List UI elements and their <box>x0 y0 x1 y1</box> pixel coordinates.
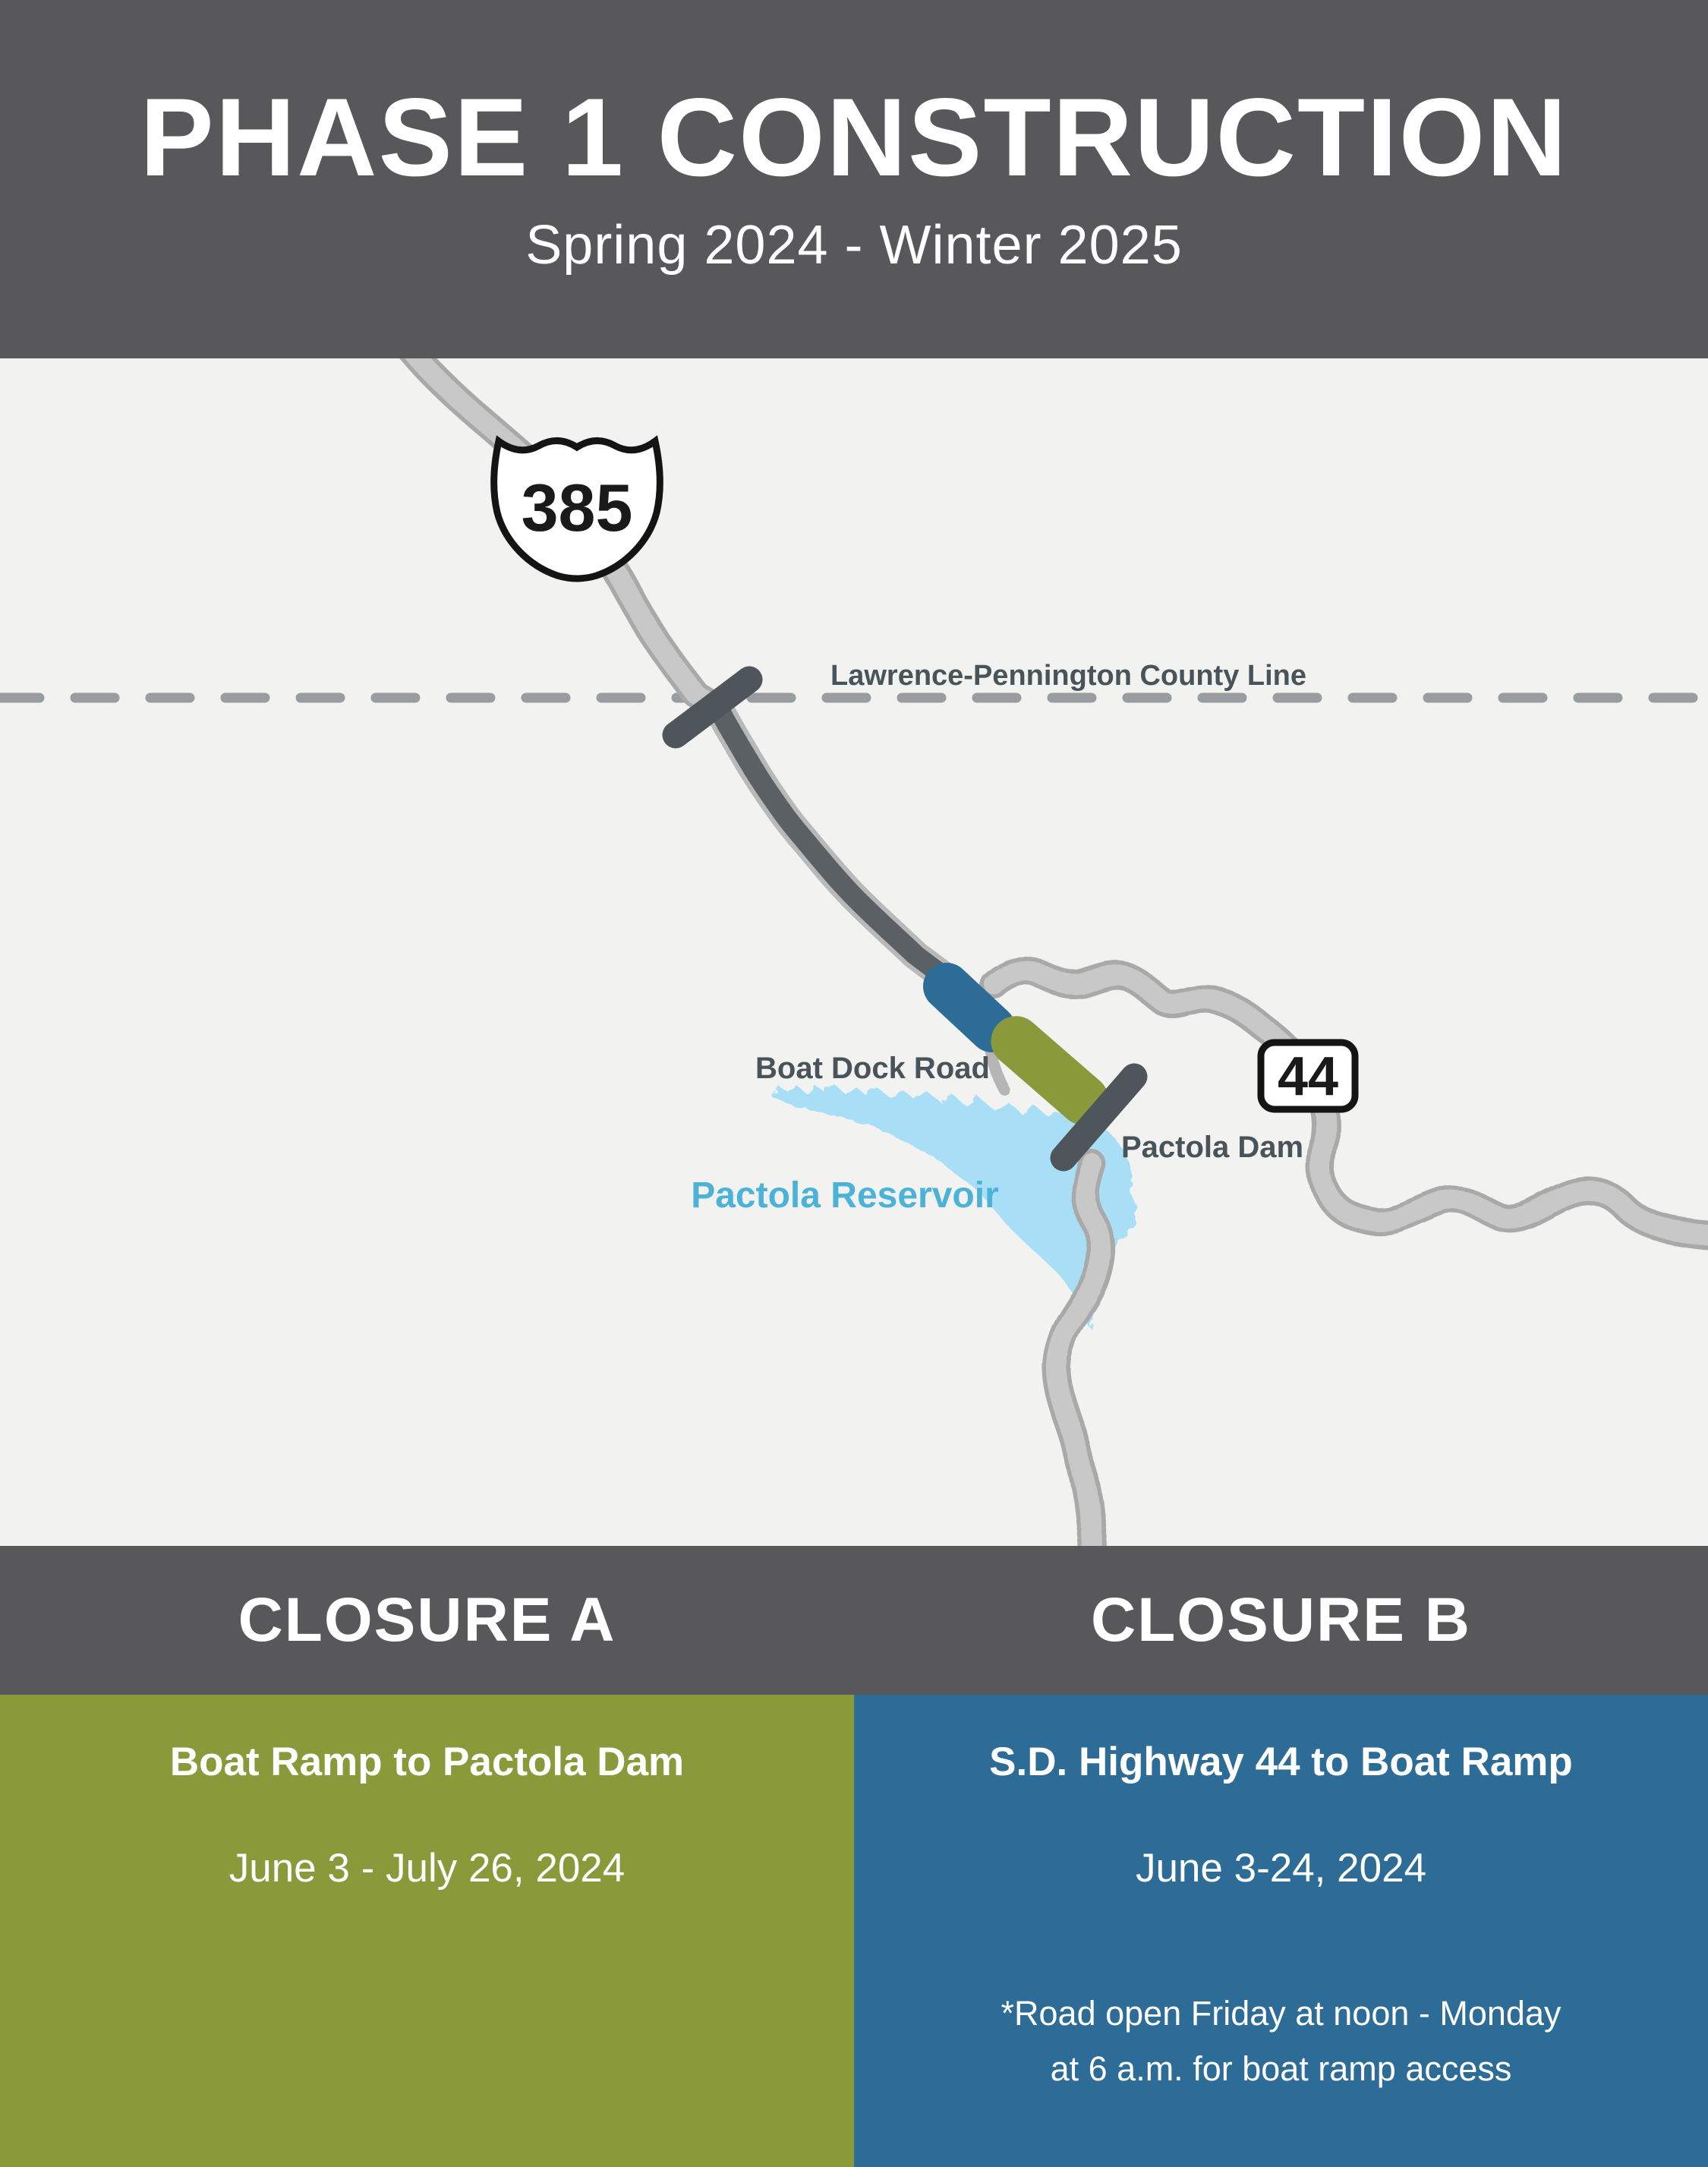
closure-b-dates: June 3-24, 2024 <box>1135 1846 1427 1891</box>
sd-44-shield-number: 44 <box>1277 1046 1339 1107</box>
construction-map <box>0 358 1708 1546</box>
closure-b-title: CLOSURE B <box>1091 1585 1471 1654</box>
pactola-dam-label: Pactola Dam <box>1121 1131 1304 1164</box>
page-subtitle: Spring 2024 - Winter 2025 <box>525 215 1183 276</box>
header-band <box>0 0 1708 358</box>
us-385-shield <box>494 440 660 579</box>
closure-a-header-cell <box>0 1546 854 1695</box>
closure-detail-panels <box>0 1695 1708 2167</box>
boat-dock-road-label: Boat Dock Road <box>755 1052 990 1085</box>
closure-b-panel <box>854 1695 1708 2167</box>
closure-a-panel <box>0 1695 854 2167</box>
closure-a-title: CLOSURE A <box>238 1585 616 1654</box>
closure-a-dates: June 3 - July 26, 2024 <box>228 1846 626 1891</box>
pactola-reservoir-label: Pactola Reservoir <box>691 1175 999 1216</box>
page-title: PHASE 1 CONSTRUCTION <box>140 75 1568 199</box>
closure-b-note-line2: at 6 a.m. for boat ramp access <box>1050 2049 1512 2088</box>
sd-44-shield <box>1261 1042 1355 1109</box>
closure-header-band <box>0 1546 1708 1695</box>
closure-b-header-cell <box>854 1546 1708 1695</box>
map-canvas <box>0 358 1708 1546</box>
closure-a-route: Boat Ramp to Pactola Dam <box>169 1740 685 1784</box>
closure-b-note-line1: *Road open Friday at noon - Monday <box>1001 1993 1561 2033</box>
closure-b-route: S.D. Highway 44 to Boat Ramp <box>989 1740 1573 1784</box>
county-line-label: Lawrence-Pennington County Line <box>830 660 1307 692</box>
closure-b-note <box>1001 1986 1561 2097</box>
us-385-shield-number: 385 <box>521 470 633 545</box>
